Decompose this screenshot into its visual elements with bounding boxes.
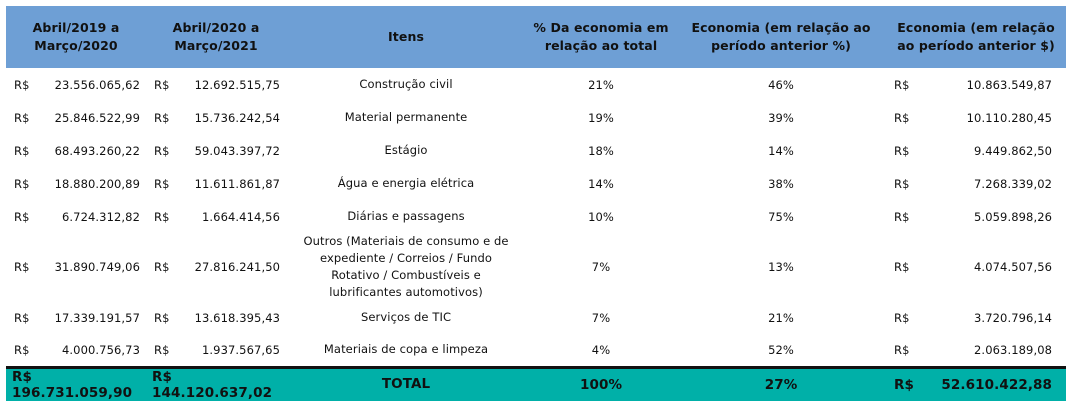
- currency-2019: R$: [14, 110, 30, 125]
- currency-saving: R$: [894, 77, 910, 92]
- pct-total: 14%: [588, 176, 614, 191]
- value-2020: 59.043.397,72: [194, 143, 281, 158]
- header-period-2020: Abril/2020 a Março/2021: [146, 6, 286, 68]
- value-2020: 1.937.567,65: [202, 342, 281, 357]
- table-row: [6, 68, 1066, 101]
- pct-total: 21%: [588, 77, 614, 92]
- header-period-2019: Abril/2019 a Março/2020: [6, 6, 146, 68]
- value-2020: 12.692.515,75: [194, 77, 281, 92]
- pct-total: 4%: [591, 342, 611, 357]
- saving-amount: 2.063.189,08: [974, 342, 1053, 357]
- currency-2020: R$: [154, 176, 170, 191]
- currency-saving: R$: [894, 176, 910, 191]
- currency-2019: R$: [14, 209, 30, 224]
- table-row: [6, 101, 1066, 134]
- item-name: Construção civil: [359, 77, 453, 91]
- value-2020: 27.816.241,50: [194, 260, 281, 274]
- currency-2019: R$: [14, 176, 30, 191]
- saving-amount: 4.074.507,56: [974, 260, 1053, 274]
- currency-2020: R$: [154, 209, 170, 224]
- header-pct-total: % Da economia em relação ao total: [526, 6, 676, 68]
- pct-previous: 75%: [768, 209, 794, 224]
- pct-previous: 38%: [768, 176, 794, 191]
- saving-amount: 9.449.862,50: [974, 143, 1053, 158]
- total-2020: R$ 144.120.637,02: [146, 367, 286, 401]
- currency-2019: R$: [14, 143, 30, 158]
- item-name: Outros (Materiais de consumo e de expediente / Correios / Fundo Rotativo / Combustíveis e lubrificantes automotivos): [303, 234, 509, 299]
- currency-2020: R$: [154, 110, 170, 125]
- value-2019: 17.339.191,57: [54, 310, 141, 325]
- currency-2019: R$: [14, 342, 30, 357]
- value-2019: 31.890.749,06: [54, 260, 141, 274]
- saving-amount: 10.863.549,87: [966, 77, 1053, 92]
- pct-previous: 39%: [768, 110, 794, 125]
- currency-saving: R$: [894, 260, 910, 274]
- currency-2020: R$: [154, 342, 170, 357]
- table-row: [6, 233, 1066, 301]
- item-name: Materiais de copa e limpeza: [323, 342, 489, 357]
- total-label: TOTAL: [286, 367, 526, 401]
- pct-previous: 52%: [768, 342, 794, 357]
- total-currency: R$: [886, 367, 916, 401]
- value-2020: 1.664.414,56: [202, 209, 281, 224]
- value-2019: 18.880.200,89: [54, 176, 141, 191]
- value-2019: 25.846.522,99: [54, 110, 141, 125]
- currency-saving: R$: [894, 110, 910, 125]
- item-name: Diárias e passagens: [347, 209, 465, 223]
- value-2019: 6.724.312,82: [61, 209, 141, 224]
- header-saving-amount: Economia (em relação ao período anterior $): [886, 6, 1066, 68]
- pct-previous: 13%: [768, 260, 794, 274]
- currency-2019: R$: [14, 310, 30, 325]
- total-saving: 52.610.422,88: [916, 367, 1066, 401]
- value-2019: 4.000.756,73: [61, 342, 141, 357]
- table-row: [6, 334, 1066, 367]
- savings-table-container: [6, 6, 1066, 401]
- pct-total: 10%: [588, 209, 614, 224]
- currency-2020: R$: [154, 77, 170, 92]
- pct-total: 19%: [588, 110, 614, 125]
- table-footer: [6, 367, 1066, 401]
- item-name: Estágio: [384, 143, 428, 157]
- pct-total: 7%: [591, 260, 611, 274]
- pct-previous: 21%: [768, 310, 794, 325]
- pct-previous: 46%: [768, 77, 794, 92]
- total-row: [6, 367, 1066, 401]
- table-row: [6, 134, 1066, 167]
- currency-saving: R$: [894, 310, 910, 325]
- total-pct-total: 100%: [526, 367, 676, 401]
- saving-amount: 5.059.898,26: [974, 209, 1053, 224]
- saving-amount: 7.268.339,02: [974, 176, 1053, 191]
- pct-total: 7%: [591, 310, 611, 325]
- currency-2020: R$: [154, 260, 170, 274]
- pct-previous: 14%: [768, 143, 794, 158]
- value-2020: 15.736.242,54: [194, 110, 281, 125]
- value-2020: 11.611.861,87: [194, 176, 281, 191]
- header-pct-previous: Economia (em relação ao período anterior %): [676, 6, 886, 68]
- saving-amount: 10.110.280,45: [966, 110, 1053, 125]
- currency-saving: R$: [894, 209, 910, 224]
- currency-saving: R$: [894, 143, 910, 158]
- currency-2019: R$: [14, 260, 30, 274]
- total-2019: R$ 196.731.059,90: [6, 367, 146, 401]
- table-row: [6, 200, 1066, 233]
- currency-2020: R$: [154, 143, 170, 158]
- table-row: [6, 301, 1066, 334]
- value-2020: 13.618.395,43: [194, 310, 281, 325]
- savings-table: [6, 6, 1066, 401]
- total-pct-previous: 27%: [676, 367, 886, 401]
- header-items: Itens: [286, 6, 526, 68]
- currency-2020: R$: [154, 310, 170, 325]
- currency-saving: R$: [894, 342, 910, 357]
- currency-2019: R$: [14, 77, 30, 92]
- value-2019: 68.493.260,22: [54, 143, 141, 158]
- table-row: [6, 167, 1066, 200]
- item-name: Água e energia elétrica: [337, 176, 475, 190]
- value-2019: 23.556.065,62: [54, 77, 141, 92]
- saving-amount: 3.720.796,14: [974, 310, 1053, 325]
- item-name: Material permanente: [344, 110, 468, 124]
- item-name: Serviços de TIC: [360, 310, 452, 324]
- table-body: [6, 68, 1066, 367]
- pct-total: 18%: [588, 143, 614, 158]
- table-header: [6, 6, 1066, 68]
